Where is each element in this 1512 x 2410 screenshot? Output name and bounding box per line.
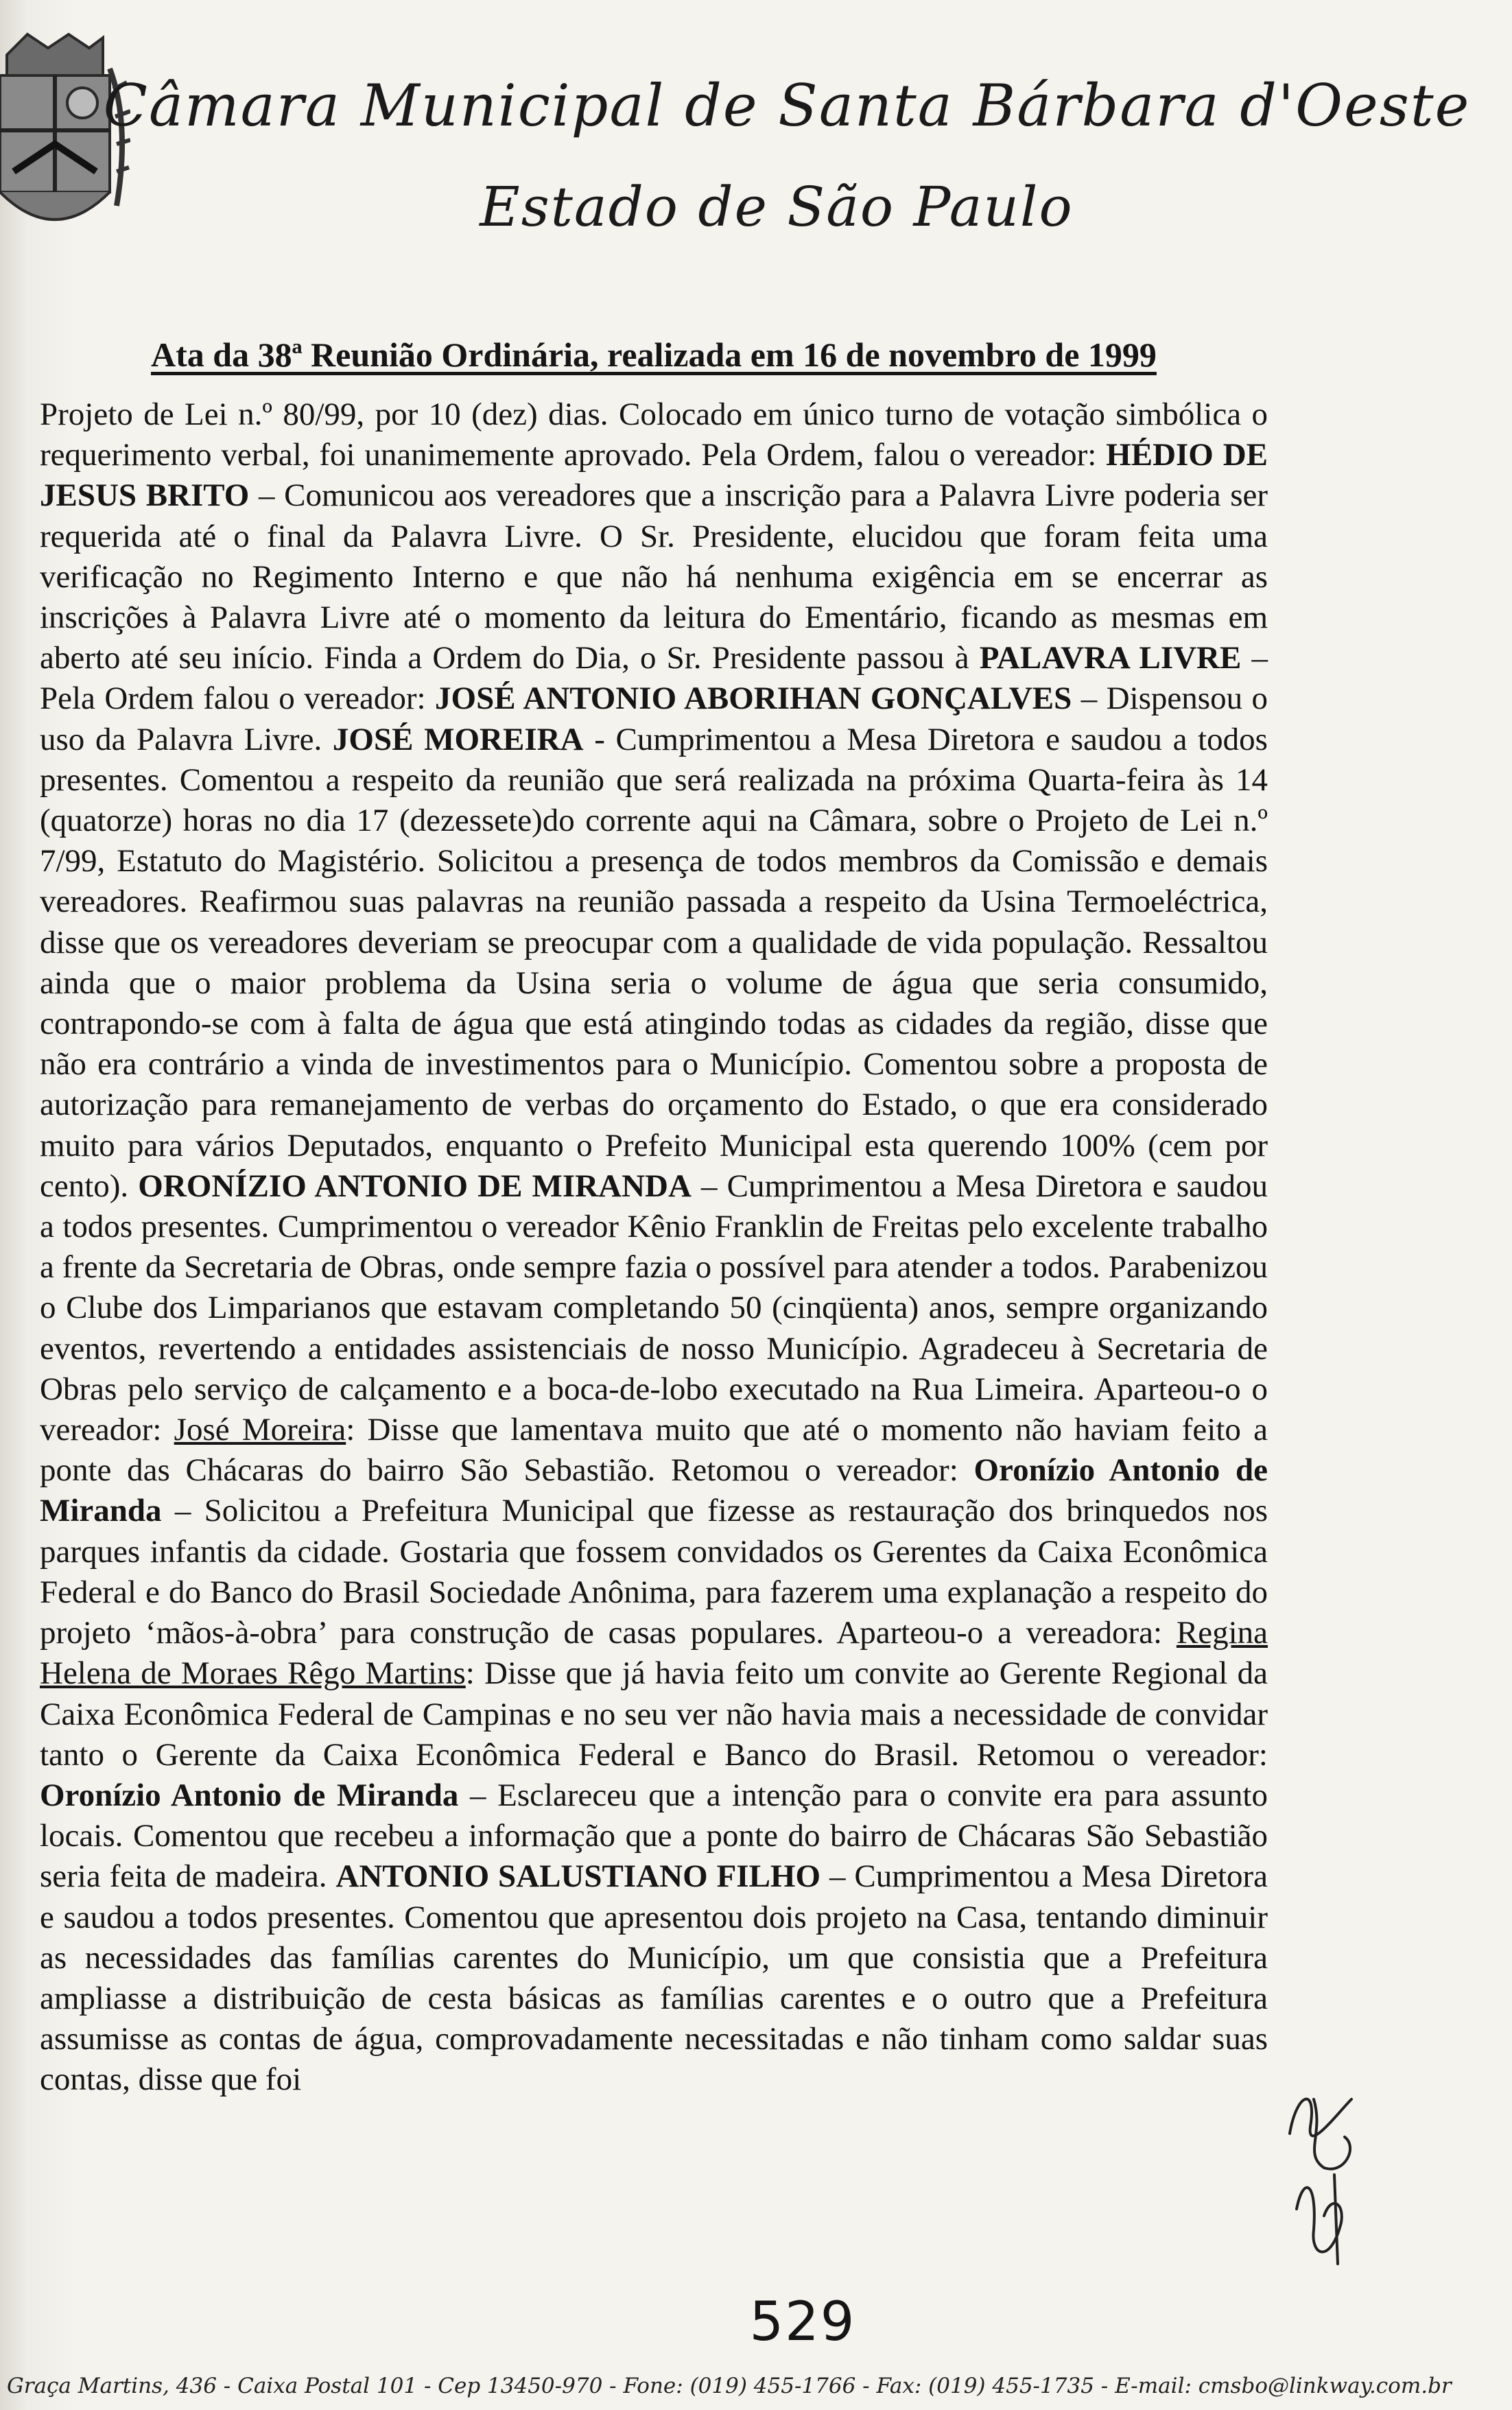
footer-address: Graça Martins, 436 - Caixa Postal 101 - Cep 13450-970 - Fone: (019) 455-1766 - Fax: (019) 455-1735 - E-mail: cmsbo@linkway.com.br	[7, 2374, 1452, 2398]
chamber-name-heading: Câmara Municipal de Santa Bárbara d'Oeste	[103, 72, 1471, 139]
speaker-name: ORONÍZIO ANTONIO DE MIRANDA	[138, 1168, 692, 1204]
state-name-heading: Estado de São Paulo	[480, 175, 1074, 239]
interjector-name: José Moreira	[174, 1412, 346, 1448]
text-segment: : Disse que lamentava muito que até o momento não haviam feito a ponte das Chácaras do bairro São Sebastião. Retomou o vereador:	[40, 1412, 1268, 1489]
speaker-name: HÉDIO DE JESUS BRITO	[40, 437, 1268, 514]
speaker-name: ANTONIO SALUSTIANO FILHO	[335, 1858, 821, 1895]
minutes-paragraph	[40, 394, 1268, 2101]
text-segment: Projeto de Lei n.º 80/99, por 10 (dez) dias. Colocado em único turno de votação simbólica o requerimento verbal, foi unanimemente aprovado. Pela Ordem, falou o vereador:	[40, 397, 1268, 473]
minutes-body	[40, 394, 1268, 2101]
text-segment: : Disse que já havia feito um convite ao Gerente Regional da Caixa Econômica Federal de Campinas e no seu ver não havia mais a necessidade de convidar tanto o Gerente da Caixa Econômica Federal e Banco do Brasil. Retomou o vereador:	[40, 1655, 1268, 1773]
text-segment: – Pela Ordem falou o vereador:	[40, 640, 1268, 717]
speaker-name: Oronízio Antonio de Miranda	[40, 1452, 1268, 1529]
page-number: 529	[749, 2291, 856, 2353]
text-segment: – Cumprimentou a Mesa Diretora e saudou a todos presentes. Cumprimentou o vereador Kênio Franklin de Freitas pelo excelente trabalho a frente da Secretaria de Obras, onde sempre fazia o possível para atender a todos. Parabenizou o Clube dos Limparianos que estavam completando 50 (cinqüenta) anos, sempre organizando eventos, revertendo a entidades assistenciais de nosso Município. Agradeceu à Secretaria de Obras pelo serviço de calçamento e a boca-de-lobo executado na Rua Limeira. Aparteou-o o vereador:	[40, 1168, 1268, 1448]
text-segment: - Cumprimentou a Mesa Diretora e saudou a todos presentes. Comentou a respeito da reunião que será realizada na próxima Quarta-feira às 14 (quatorze) horas no dia 17 (dezessete)do corrente aqui na Câmara, sobre o Projeto de Lei n.º 7/99, Estatuto do Magistério. Solicitou a presença de todos membros da Comissão e demais vereadores. Reafirmou suas palavras na reunião passada a respeito da Usina Termoeléctrica, disse que os vereadores deveriam se preocupar com a qualidade de vida população. Ressaltou ainda que o maior problema da Usina seria o volume de água que seria consumido, contrapondo-se com à falta de água que está atingindo todas as cidades da região, disse que não era contrário a vinda de investimentos para o Município. Comentou sobre a proposta de autorização para remanejamento de verbas do orçamento do Estado, o que era considerado muito para vários Deputados, enquanto o Prefeito Municipal esta querendo 100% (cem por cento).	[40, 721, 1268, 1204]
speaker-name: Oronízio Antonio de Miranda	[40, 1777, 459, 1813]
text-segment: – Esclareceu que a intenção para o convite era para assunto locais. Comentou que recebeu a informação que a ponte do bairro de Chácaras São Sebastião seria feita de madeira.	[40, 1777, 1268, 1895]
section-heading: PALAVRA LIVRE	[979, 640, 1242, 676]
text-segment: – Comunicou aos vereadores que a inscrição para a Palavra Livre poderia ser requerida até o final da Palavra Livre. O Sr. Presidente, elucidou que foram feita uma verificação no Regimento Interno e que não há nenhuma exigência em se encerrar as inscrições à Palavra Livre até o momento da leitura do Ementário, ficando as mesmas em aberto até seu início. Finda a Ordem do Dia, o Sr. Presidente passou à	[40, 477, 1268, 676]
speaker-name: JOSÉ MOREIRA	[332, 721, 584, 757]
speaker-name: JOSÉ ANTONIO ABORIHAN GONÇALVES	[435, 681, 1072, 717]
interjector-name: Regina Helena de Moraes Rêgo Martins	[40, 1615, 1268, 1692]
text-segment: – Dispensou o uso da Palavra Livre.	[40, 681, 1268, 757]
document-title: Ata da 38ª Reunião Ordinária, realizada em 16 de novembro de 1999	[151, 335, 1157, 374]
handwritten-signature-icon	[1276, 2072, 1372, 2278]
text-segment: – Cumprimentou a Mesa Diretora e saudou a todos presentes. Comentou que apresentou dois projeto na Casa, tentando diminuir as necessidades das famílias carentes do Município, um que consistia que a Prefeitura ampliasse a distribuição de cesta básicas as famílias carentes e o outro que a Prefeitura assumisse as contas de água, comprovadamente necessitadas e não tinham como saldar suas contas, disse que foi	[40, 1858, 1268, 2098]
text-segment: – Solicitou a Prefeitura Municipal que fizesse as restauração dos brinquedos nos parques infantis da cidade. Gostaria que fossem convidados os Gerentes da Caixa Econômica Federal e do Banco do Brasil Sociedade Anônima, para fazerem uma explanação a respeito do projeto ‘mãos-à-obra’ para construção de casas populares. Aparteou-o a vereadora:	[40, 1493, 1268, 1651]
